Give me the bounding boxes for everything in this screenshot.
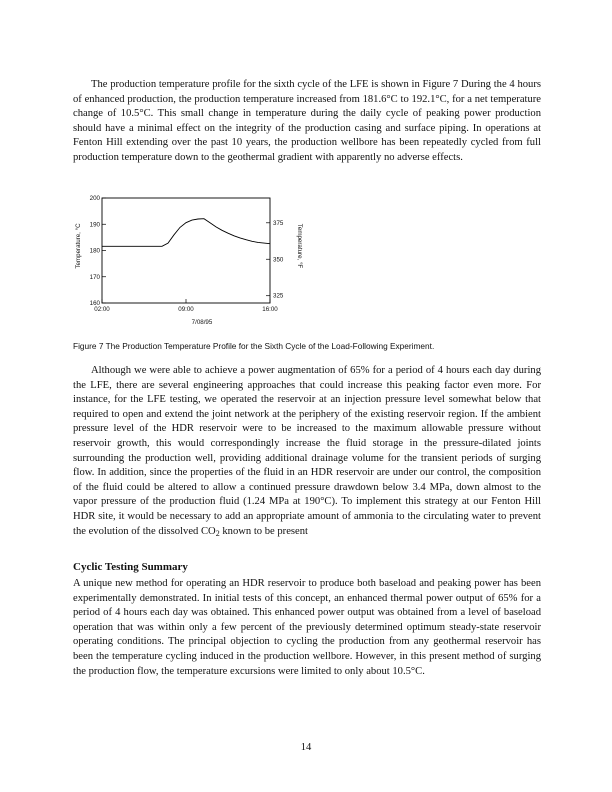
section-heading-cyclic-testing-summary: Cyclic Testing Summary xyxy=(73,561,188,573)
y2-tick-label: 325 xyxy=(273,292,284,300)
paragraph-cyclic-testing-summary: A unique new method for operating an HDR reservoir to produce both baseload and peaking power has been experimentally demonstrated. In initial tests of this concept, an enhanced thermal power output of 65% for a period of 4 hours each day was obtained. This enhanced power output was obtained from a level of baseload operation that was within only a few percent of the previously determined optimum steady-state reservoir operating conditions. The principal objection to cycling the production from any geothermal reservoir has been the temperature cycling induced in the production wellbore. However, in this present method of surging the production flow, the temperature excursions were limited to only about 10.5°C. xyxy=(73,578,541,677)
y-tick-label: 190 xyxy=(89,221,100,229)
x-tick-label: 09:00 xyxy=(178,306,194,313)
paragraph-power-augmentation-main: Although we were able to achieve a power augmentation of 65% for a period of 4 hours each day during the LFE, there are several engineering approaches that could increase this peaking factor even more. For instance, for the LFE testing, we operated the reservoir at an injection pressure level somewhat below that required to open and extend the joint network at the periphery of the existing reservoir region. If the ambient pressure level of the HDR reservoir were to be increased to the maximum allowable pressure without reservoir growth, this would correspondingly increase the fluid storage in the pressure-dilated joints surrounding the production well, providing additional drainage volume for the transient periods of surging flow. In addition, since the properties of the fluid in an HDR reservoir are under our control, the composition of the fluid could be altered to allow a continued pressure drawdown below 3.4 MPa, down almost to the vapor pressure of the production fluid (1.24 MPa at 190°C). To implement this strategy at our Fenton Hill HDR site, it would be necessary to add an appropriate amount of ammonia to the circulating water to prevent the evolution of the dissolved CO xyxy=(73,365,541,537)
paragraph-power-augmentation-tail: known to be present xyxy=(219,525,308,537)
y2-tick-label: 350 xyxy=(273,256,284,264)
x-tick-label: 16:00 xyxy=(262,306,278,313)
y-axis-label: Temperature, °C xyxy=(75,223,82,269)
paragraph-lfe-temperature-profile: The production temperature profile for the sixth cycle of the LFE is shown in Figure 7 During the 4 hours of enhanced production, the production temperature increased from 181.6°C to 192.1°C, for a net temperature change of 10.5°C. This small change in temperature during the daily cycle of peaking power production should have a minimal effect on the integrity of the production casing and surface piping. In operations at Fenton Hill extending over the past 10 years, the production wellbore has been repeatedly cycled from full production temperature down to the geothermal gradient with apparently no adverse effects. xyxy=(73,79,541,163)
x-axis-label: 7/08/95 xyxy=(191,319,213,326)
y2-tick-label: 375 xyxy=(273,219,284,227)
page-number: 14 xyxy=(300,742,312,753)
figure-7-temperature-chart xyxy=(66,186,306,332)
figure-caption: Figure 7 The Production Temperature Profile for the Sixth Cycle of the Load-Following Experiment. xyxy=(73,341,435,351)
plot-frame xyxy=(102,198,270,303)
paragraph-power-augmentation xyxy=(73,364,541,539)
x-tick-label: 02:00 xyxy=(94,306,110,313)
y-tick-label: 180 xyxy=(89,247,100,255)
y-tick-label: 170 xyxy=(89,273,100,281)
temperature-series-line xyxy=(102,219,270,247)
y2-axis-label: Temperature, °F xyxy=(296,223,303,269)
y-tick-label: 200 xyxy=(89,195,100,202)
y-tick-label: 160 xyxy=(89,300,100,307)
co2-subscript: 2 xyxy=(215,528,220,538)
